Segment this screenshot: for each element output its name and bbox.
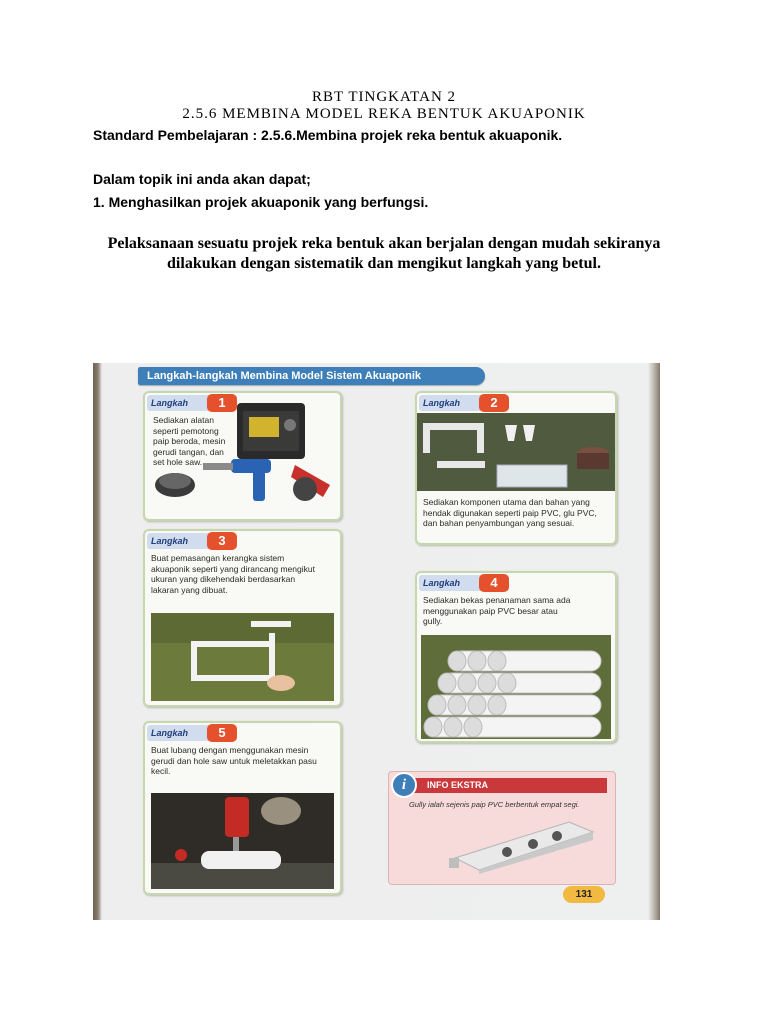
intro-paragraph: Pelaksanaan sesuatu projek reka bentuk akan berjalan dengan mudah sekiranya dilakukan dengan sistematik dan mengikut langkah yang betul. [107, 235, 661, 272]
step-card-1 [143, 391, 342, 521]
step-text: Sediakan alatan seperti pemotong paip beroda, mesin gerudi tangan, dan set hole saw. [153, 415, 226, 467]
info-ekstra-box [388, 771, 616, 885]
textbook-page-image [93, 363, 660, 920]
document-subtitle: 2.5.6 MEMBINA MODEL REKA BENTUK AKUAPONIK [182, 106, 586, 122]
step-card-3 [143, 529, 342, 707]
info-icon: i [391, 772, 417, 798]
step-number: 1 [207, 394, 237, 412]
step-text: Buat pemasangan kerangka sistem akuaponik seperti yang dirancang mengikut ukuran yang dikehendaki berdasarkan lakaran yang dibuat. [151, 553, 315, 595]
step-label: Langkah [423, 578, 461, 588]
intro-text: Dalam topik ini anda akan dapat; [93, 171, 311, 187]
step-label: Langkah [423, 398, 461, 408]
step-card-4 [415, 571, 617, 743]
step-tag [147, 725, 237, 741]
info-title: INFO EKSTRA [407, 778, 607, 793]
steps-banner: Langkah-langkah Membina Model Sistem Akuaponik [138, 367, 485, 385]
step-number: 4 [479, 574, 509, 592]
pvc-pipes-photo [421, 635, 611, 739]
step-tag [419, 395, 509, 411]
step-number: 3 [207, 532, 237, 550]
step-number: 2 [479, 394, 509, 412]
components-photo [417, 413, 615, 491]
step-tag [147, 533, 237, 549]
step-text: Sediakan bekas penanaman sama ada menggunakan paip PVC besar atau gully. [423, 595, 571, 626]
gully-pipe-photo [449, 818, 599, 874]
page-number: 131 [563, 886, 605, 903]
step-tag [419, 575, 509, 591]
step-number: 5 [207, 724, 237, 742]
frame-assembly-photo [151, 613, 334, 701]
drilling-photo [151, 793, 334, 889]
step-label: Langkah [151, 536, 189, 546]
objective-item: 1. Menghasilkan projek akuaponik yang berfungsi. [93, 194, 429, 210]
tools-photo [145, 393, 340, 519]
step-text: Buat lubang dengan menggunakan mesin gerudi dan hole saw untuk meletakkan pasu kecil. [151, 745, 317, 776]
step-card-5 [143, 721, 342, 895]
step-label: Langkah [151, 728, 189, 738]
step-text: Sediakan komponen utama dan bahan yang hendak digunakan seperti paip PVC, glu PVC, dan bahan penyambungan yang sesuai. [423, 497, 597, 528]
step-card-2 [415, 391, 617, 545]
info-text: Gully ialah sejenis paip PVC berbentuk empat segi. [409, 800, 580, 809]
step-label: Langkah [151, 398, 189, 408]
learning-standard: Standard Pembelajaran : 2.5.6.Membina projek reka bentuk akuaponik. [93, 127, 563, 143]
document-title: RBT TINGKATAN 2 [311, 89, 457, 105]
